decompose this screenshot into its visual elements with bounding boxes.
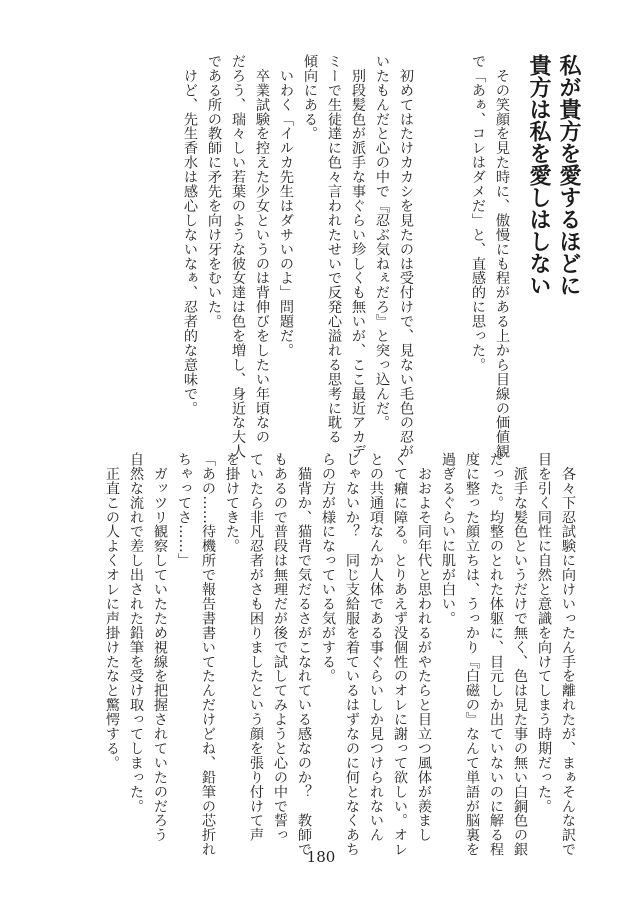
lower-body-line: らの方が様になっている気がする。 [320, 452, 336, 684]
lower-body-line: もあるので普段は無理だが後で試してみようと心の中で誓っ [272, 452, 288, 843]
chapter-title-line-2: 貴方は私を愛しはしない [526, 54, 552, 296]
upper-body-line [442, 54, 466, 414]
upper-body-line: その笑顔を見た時に、傲慢にも程がある上から目線の価値観 [494, 54, 510, 459]
lower-body-line: ていたら非凡忍者がさも困りましたという顔を張り付けて声 [248, 452, 264, 843]
upper-body-line: である所の教師に矛先を向け牙をむいた。 [206, 54, 222, 329]
upper-body-line: けど、先生香水は感心しないなぁ、忍者的な意味で。 [182, 54, 198, 416]
lower-body-line: 派手な髪色というだけで無く、色は見た事の無い白銅色の銀 [512, 452, 528, 857]
lower-body-line: 各々下忍試験に向けいったん手を離れたが、まぁそんな訳で [560, 452, 576, 857]
lower-body-line: ちゃってさ……」 [176, 452, 192, 568]
lower-body-line: 度に整った顔立ちは、うっかり『白磁の』なんて単語が脳裏を [464, 452, 480, 857]
chapter-title-line-1: 私が貴方を愛するほどに [556, 54, 582, 296]
lower-body-line: 目を引く同性に自然と意識を向けてしまう時期だった。 [536, 452, 552, 814]
upper-body-line: 初めてはたけカカシを見たのは受付けで、見ない毛色の忍が [398, 54, 414, 459]
chapter-title [528, 54, 580, 354]
lower-body-line: くて癪に障る。とりあえず没個性のオレに謝って欲しい。オレ [392, 452, 408, 857]
lower-body-line: じゃないか？ 同じ支給服を着ているはずなのに何となくあち [344, 452, 360, 857]
lower-body-line: 「あの……待機所で報告書書いてたんだけどね、鉛筆の芯折れ [200, 452, 216, 857]
upper-body-line [418, 54, 442, 414]
page-number: 180 [306, 848, 336, 866]
lower-body-line: 過ぎるぐらいに肌が白い。 [440, 452, 456, 626]
upper-body-line: 卒業試験を控えた少女というのは背伸びをしたい年頃なの [254, 54, 270, 445]
upper-body-line: いわく「イルカ先生はダサいのよ」問題だ。 [278, 54, 294, 358]
lower-body-line: を掛けてきた。 [224, 452, 240, 554]
lower-body-line: おおよそ同年代と思われるがやたらと目立つ風体が羨まし [416, 452, 432, 843]
upper-body-line: いたもんだと心の中で『忍ぶ気ねぇだろ』と突っ込んだ。 [374, 54, 390, 430]
upper-body-line: 傾向にある。 [302, 54, 318, 141]
upper-body-line: だろう、瑞々しい若葉のような彼女達は色を増し、身近な大人 [230, 54, 246, 459]
body-text-upper [178, 54, 514, 459]
lower-body-line: だった。均整のとれた体躯に、目元しか出ていないのに解る程 [488, 452, 504, 857]
lower-body-line: 正直この人よくオレに声掛けたなと驚愕する。 [104, 452, 120, 770]
lower-body-line: との共通項なんか人体である事ぐらいしか見つけられないん [368, 452, 384, 843]
upper-body-line: で「あぁ、コレはダメだ」と、直感的に思った。 [470, 54, 486, 372]
upper-body-line: ミーで生徒達に色々言われたせいで反発心溢れる思考に耽る [326, 54, 342, 445]
lower-body-line: 自然な流れで差し出された鉛筆を受け取ってしまった。 [128, 452, 144, 814]
upper-body-line: 別段髪色が派手な事ぐらい珍しくも無いが、ここ最近アカデ [350, 54, 366, 459]
lower-body-line: ガッツリ観察していたため視線を把握されていたのだろう [152, 452, 168, 843]
lower-body-line: 猫背か、猫背で気だるさがこなれている感なのか？ 教師で [296, 452, 312, 857]
